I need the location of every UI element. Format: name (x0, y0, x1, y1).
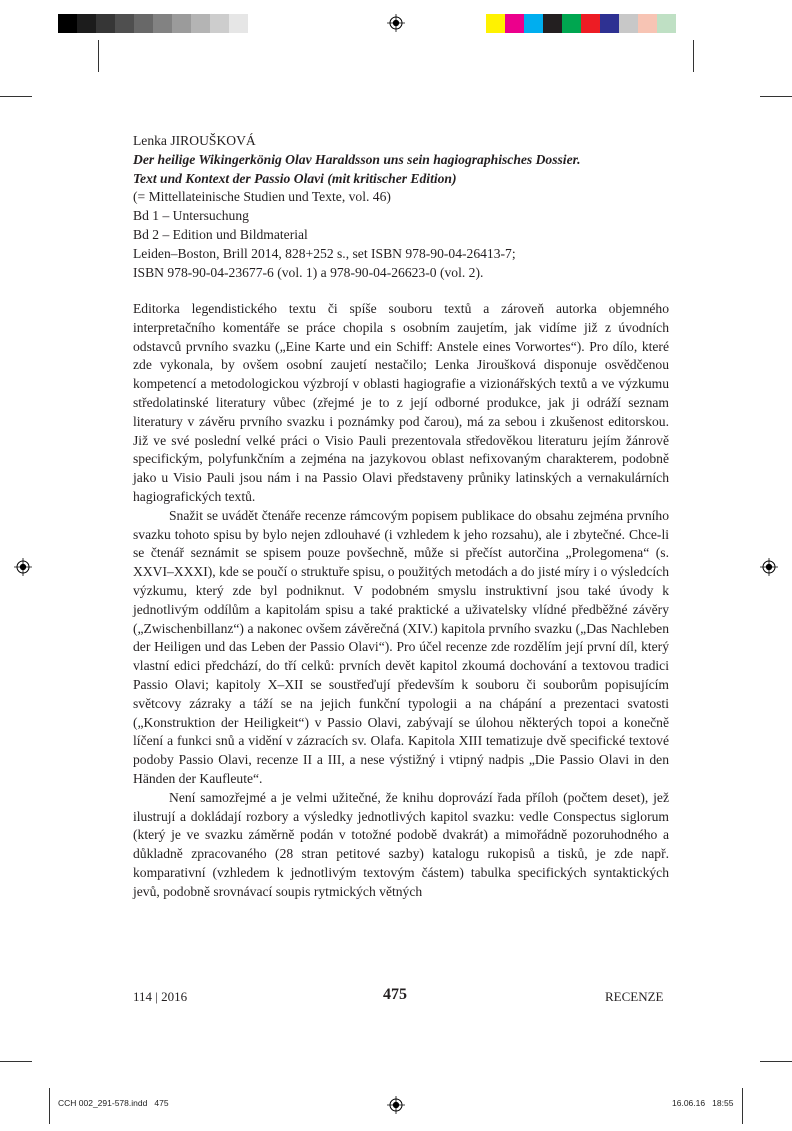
datetime-slug: 16.06.16 18:55 (672, 1098, 734, 1108)
color-swatch (486, 14, 505, 33)
gray-swatch (96, 14, 115, 33)
volume-1: Bd 1 – Untersuchung (133, 208, 249, 224)
gray-swatch (153, 14, 172, 33)
crop-mark (760, 1061, 792, 1062)
registration-mark-bottom (387, 1096, 405, 1114)
gray-swatch (210, 14, 229, 33)
paragraph: Není samozřejmé a je velmi užitečné, že knihu doprovází řada příloh (počtem deset), jež ilustrují a dokládají rozbory a výsledky jednotlivých kapitol svazku: vedle Conspectus siglorum (který je ve svazku záměrně podán v totožné podobě dvakrát) a mimořádně pozoruhodného a důkladně zpracovaného (28 stran petitové sazby) katalogu rukopisů a tisků, je zde např. komparativní (vzhledem k jednotlivým textovým částem) tabulka specifických syntaktických jevů, podobně srovnávací soupis rytmických větných (133, 789, 669, 899)
color-swatch (600, 14, 619, 33)
paragraph: Snažit se uvádět čtenáře recenze rámcovým popisem publikace do obsahu zejména prvního svazku tohoto spisu by bylo nejen zdlouhavé (i vzhledem k jeho rozsahu), ale i zbytečné. Chce-li se čtenář seznámit se spisem pouze povšechně, může si přečíst autorčina „Prolegomena“ (s. XXVI–XXXI), kde se poučí o struktuře spisu, o použitých metodách a do jisté míry i o výsledcích výzkumu, který zde byl podniknut. V podobném smyslu instruktivní jsou také úvody k jednotlivým oddílům a kapitolám spisu a také praktické a uživatelsky vlídné předběžné závěry („Zwischenbillanz“) a nakonec ovšem závěrečná (XIV.) kapitola prvního svazku („Das Nachleben der Heiligen und das Leben der Passio Olavi“). Pro účel recenze zde rozdělím její první díl, který vlastní edici předchází, do tří celků: prvních devět kapitol zkoumá dochování a textovou tradici Passio Olavi; kapitoly X–XII se soustřeďují především k souboru či souborům popisujícím světcovy zázraky a táží se na jejich funkční typologii a na chápání a prezentaci svatosti („Konstruktion der Heiligkeit“) v Passio Olavi, zabývají se úlohou některých topoi a konečně líčení a funkci snů a vidění v zázracích sv. Olafa. Kapitola XIII tematizuje dvě specifické textové podoby Passio Olavi, recenze II a III, a nese výstižný i vtipný nadpis „Die Passio Olavi in den Händen der Kaufleute“. (133, 507, 669, 786)
color-swatch (619, 14, 638, 33)
color-swatch (562, 14, 581, 33)
gray-swatch (191, 14, 210, 33)
review-body (133, 300, 669, 902)
gray-swatch (172, 14, 191, 33)
color-swatch (505, 14, 524, 33)
crop-mark (742, 1088, 743, 1124)
crop-mark (0, 96, 32, 97)
gray-swatch (58, 14, 77, 33)
volume-2: Bd 2 – Edition und Bildmaterial (133, 226, 308, 242)
crop-mark (0, 1061, 32, 1062)
color-swatch (524, 14, 543, 33)
color-swatch (657, 14, 676, 33)
issue-year: 114 | 2016 (133, 989, 188, 1004)
page-number: 475 (383, 986, 407, 1003)
book-title-line-2: Text und Kontext der Passio Olavi (mit kritischer Edition) (133, 170, 457, 186)
color-swatch (638, 14, 657, 33)
gray-swatch (134, 14, 153, 33)
color-swatch (581, 14, 600, 33)
color-swatch (543, 14, 562, 33)
crop-mark (693, 40, 694, 72)
section-name: RECENZE (605, 989, 664, 1004)
gray-swatch (77, 14, 96, 33)
author: Lenka JIROUŠKOVÁ (133, 133, 256, 148)
file-slug: CCH 002_291-578.indd 475 (58, 1098, 169, 1108)
registration-mark-right (760, 558, 778, 576)
publication-info: Leiden–Boston, Brill 2014, 828+252 s., set ISBN 978-90-04-26413-7; (133, 245, 516, 261)
isbn: ISBN 978-90-04-23677-6 (vol. 1) a 978-90-04-26623-0 (vol. 2). (133, 264, 484, 280)
crop-mark (760, 96, 792, 97)
gray-swatch (229, 14, 248, 33)
grayscale-calibration-bar (58, 14, 248, 33)
paragraph: Editorka legendistického textu či spíše souboru textů a zároveň autorka objemného interpretačního komentáře se práce chopila s osobním zaujetím, jak vidíme již z úvodních odstavců prvního svazku („Eine Karte und ein Schiff: Anstele eines Vorwortes“). Pro dílo, které zde vykonala, by ovšem osobní zaujetí nestačilo; Lenka Jiroušková disponuje osvědčenou kompetencí a metodologickou výzbrojí v oblasti hagiografie a vizionářských textů a ve výzkumu středolatinské literatury vůbec (zřejmé je to z její odborné produkce, jak ji odráží seznam literatury v závěru prvního svazku i poznámky pod čarou), má za sebou i zkušenost editorskou. Již ve své poslední velké práci o Visio Pauli prezentovala středověkou literaturu jejím žánrově specifickým, polyfunkčním a zejména na jazykovou oblast nefixovaným charakterem, podobně jako u Visio Pauli jsou nám i na Passio Olavi představeny průniky latinských a vernakulárních hagiografických textů. (133, 301, 669, 504)
gray-swatch (115, 14, 134, 33)
crop-mark (98, 40, 99, 72)
book-title-line-1: Der heilige Wikingerkönig Olav Haraldsson uns sein hagiographisches Dossier. (133, 151, 581, 167)
series: (= Mittellateinische Studien und Texte, vol. 46) (133, 189, 391, 205)
registration-mark-top (387, 14, 405, 32)
color-calibration-bar (486, 14, 676, 33)
bibliographic-entry (133, 132, 665, 282)
crop-mark (49, 1088, 50, 1124)
registration-mark-left (14, 558, 32, 576)
